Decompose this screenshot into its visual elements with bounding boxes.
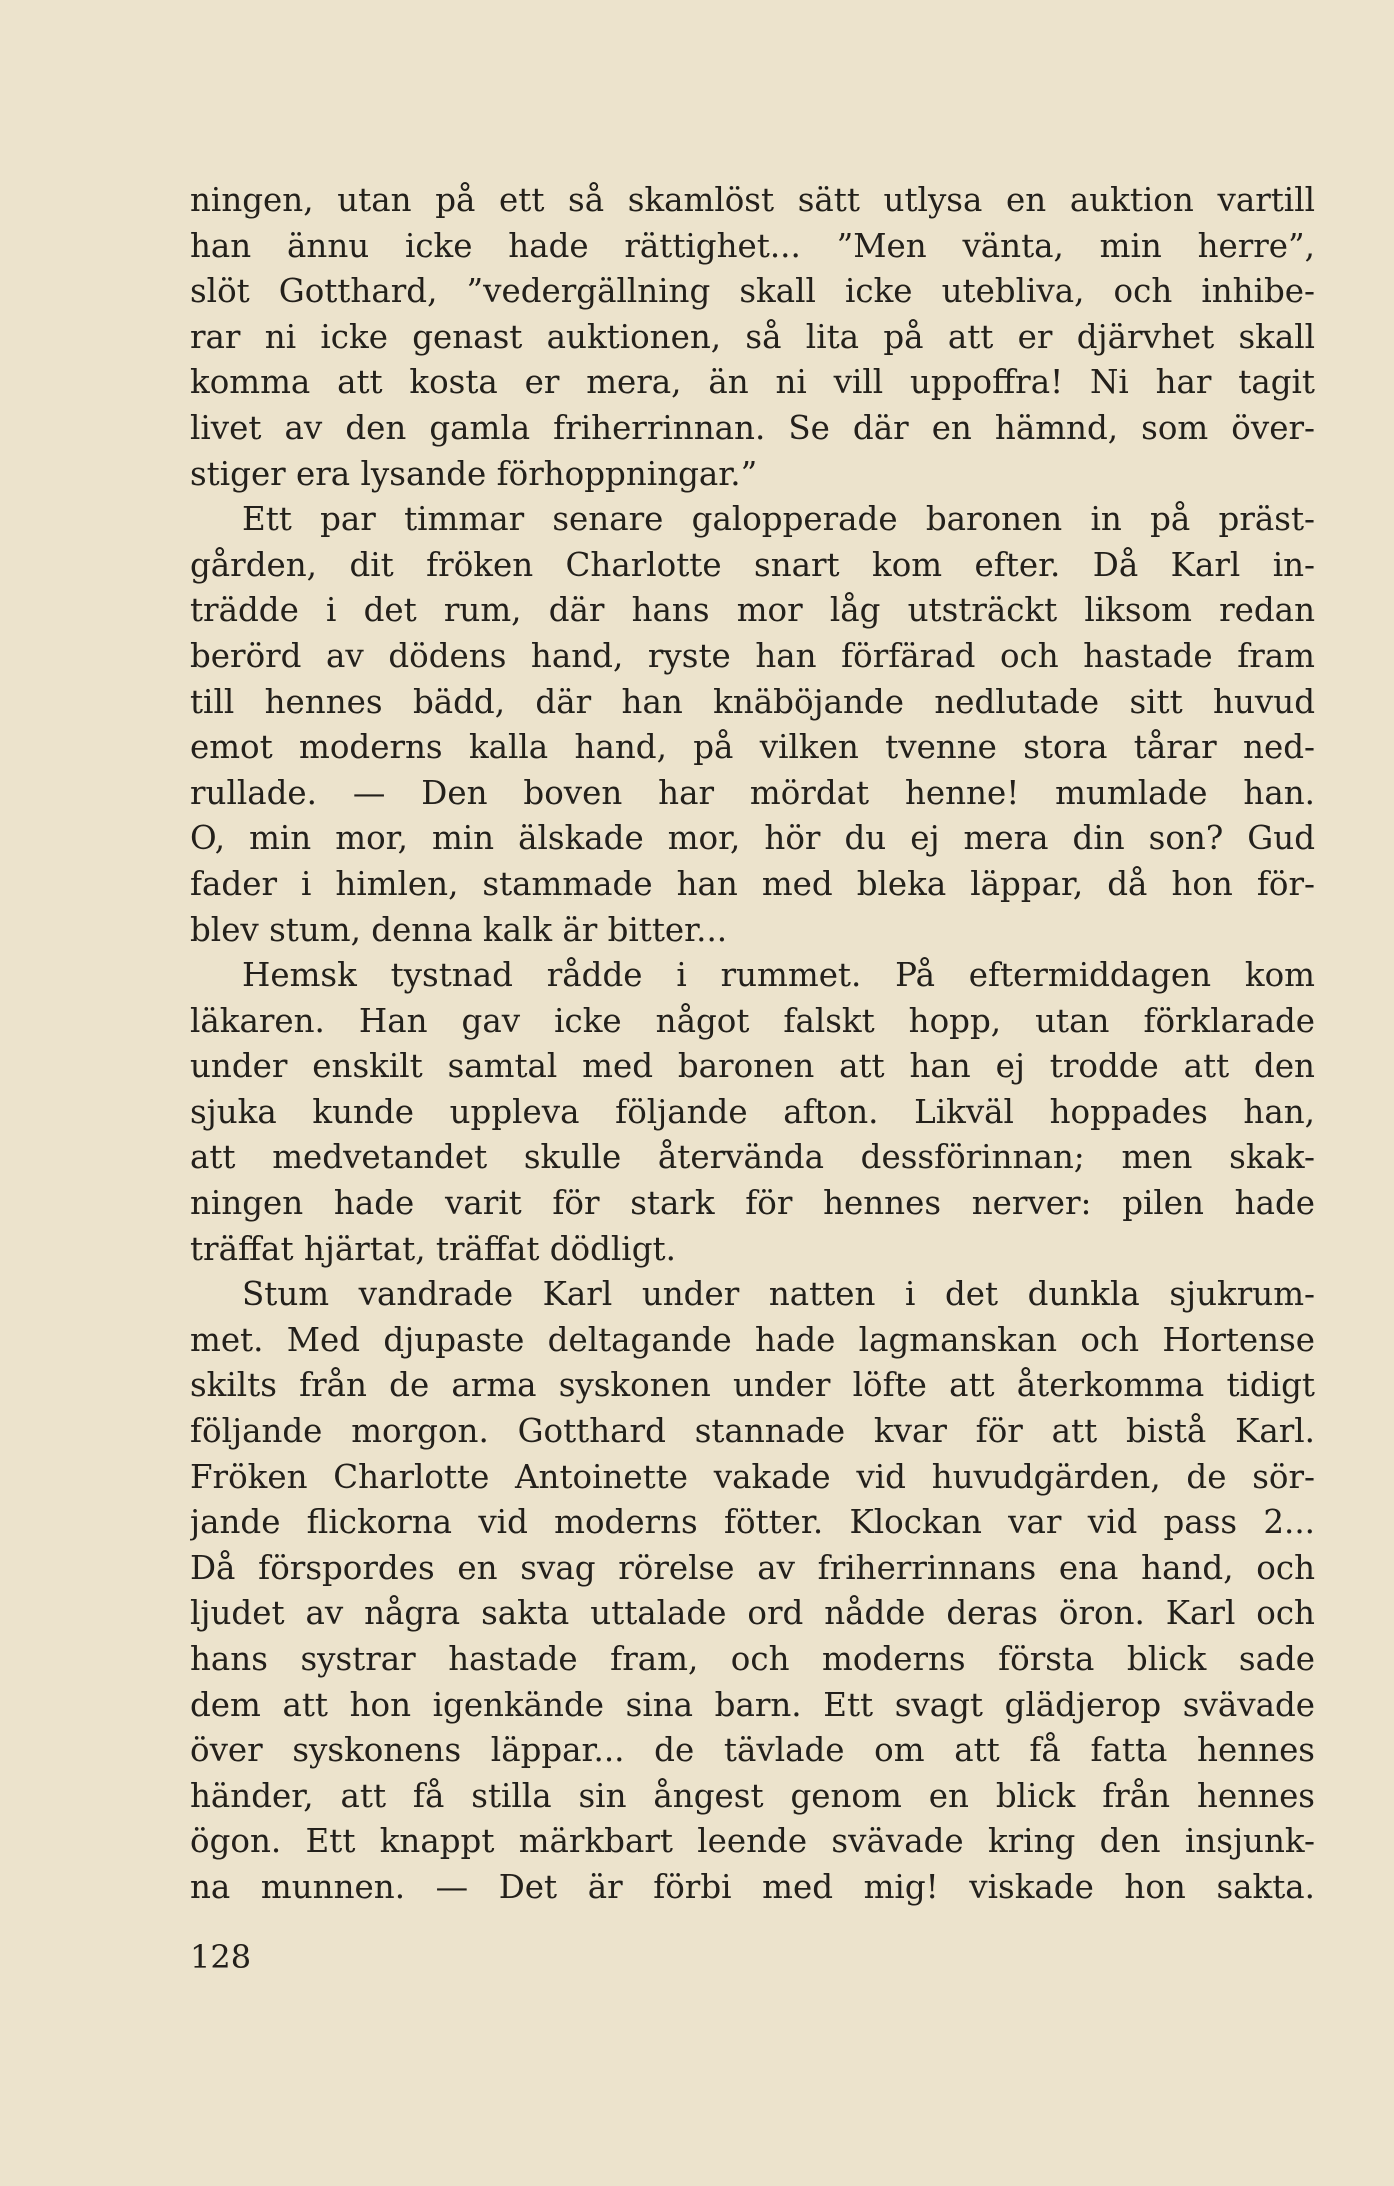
text-line: na munnen. — Det är förbi med mig! viskade hon sakta. xyxy=(190,1867,1315,1906)
text-line: till hennes bädd, där han knäböjande nedlutade sitt huvud xyxy=(190,682,1315,721)
page-number: 128 xyxy=(190,1938,252,1976)
paragraph-start-line: Hemsk tystnad rådde i rummet. På eftermiddagen kom xyxy=(242,956,1315,995)
text-line: blev stum, denna kalk är bitter... xyxy=(190,910,728,949)
text-line: ningen hade varit för stark för hennes nerver: pilen hade xyxy=(190,1184,1315,1223)
text-line: met. Med djupaste deltagande hade lagmanskan och Hortense xyxy=(190,1320,1315,1359)
paragraph-start-line: Stum vandrade Karl under natten i det dunkla sjukrum- xyxy=(242,1275,1315,1314)
text-line: ningen, utan på ett så skamlöst sätt utlysa en auktion vartill xyxy=(190,181,1315,219)
text-line: rar ni icke genast auktionen, så lita på att er djärvhet skall xyxy=(190,317,1315,356)
text-line: fader i himlen, stammade han med bleka läppar, då hon för- xyxy=(190,864,1315,903)
text-line: jande flickorna vid moderns fötter. Klockan var vid pass 2... xyxy=(190,1503,1315,1542)
text-line: över syskonens läppar... de tävlade om att få fatta hennes xyxy=(190,1731,1315,1770)
text-line: berörd av dödens hand, ryste han förfärad och hastade fram xyxy=(190,636,1315,675)
body-text xyxy=(190,178,1315,1911)
text-line: under enskilt samtal med baronen att han ej trodde att den xyxy=(190,1047,1315,1086)
text-line: ögon. Ett knappt märkbart leende svävade kring den insjunk- xyxy=(190,1822,1315,1861)
text-line: stiger era lysande förhoppningar.” xyxy=(190,454,758,493)
text-line: livet av den gamla friherrinnan. Se där en hämnd, som över- xyxy=(190,408,1315,447)
text-line: dem att hon igenkände sina barn. Ett svagt glädjerop svävade xyxy=(190,1685,1315,1724)
text-line: emot moderns kalla hand, på vilken tvenne stora tårar ned- xyxy=(190,728,1315,767)
text-line: träffat hjärtat, träffat dödligt. xyxy=(190,1229,676,1268)
text-line: O, min mor, min älskade mor, hör du ej mera din son? Gud xyxy=(190,819,1315,858)
text-line: rullade. — Den boven har mördat henne! mumlade han. xyxy=(190,773,1315,812)
text-line: han ännu icke hade rättighet... ”Men vänta, min herre”, xyxy=(190,226,1315,265)
text-line: komma att kosta er mera, än ni vill uppoffra! Ni har tagit xyxy=(190,363,1315,402)
text-line: slöt Gotthard, ”vedergällning skall icke utebliva, och inhibe- xyxy=(190,272,1315,311)
paragraph-start-line: Ett par timmar senare galopperade baronen in på präst- xyxy=(242,500,1315,539)
text-line: händer, att få stilla sin ångest genom en blick från hennes xyxy=(190,1776,1315,1815)
text-line: skilts från de arma syskonen under löfte att återkomma tidigt xyxy=(190,1366,1315,1405)
text-line: Då förspordes en svag rörelse av friherrinnans ena hand, och xyxy=(190,1548,1315,1587)
text-line: Fröken Charlotte Antoinette vakade vid huvudgärden, de sör- xyxy=(190,1457,1315,1496)
text-line: ljudet av några sakta uttalade ord nådde deras öron. Karl och xyxy=(190,1594,1315,1633)
text-line: att medvetandet skulle återvända dessförinnan; men skak- xyxy=(190,1138,1315,1177)
text-line: trädde i det rum, där hans mor låg utsträckt liksom redan xyxy=(190,591,1315,630)
text-line: gården, dit fröken Charlotte snart kom efter. Då Karl in- xyxy=(190,545,1315,584)
text-line: sjuka kunde uppleva följande afton. Likväl hoppades han, xyxy=(190,1092,1315,1131)
text-line: hans systrar hastade fram, och moderns första blick sade xyxy=(190,1640,1315,1678)
text-line: läkaren. Han gav icke något falskt hopp, utan förklarade xyxy=(190,1001,1315,1040)
text-line: följande morgon. Gotthard stannade kvar för att bistå Karl. xyxy=(190,1412,1315,1451)
